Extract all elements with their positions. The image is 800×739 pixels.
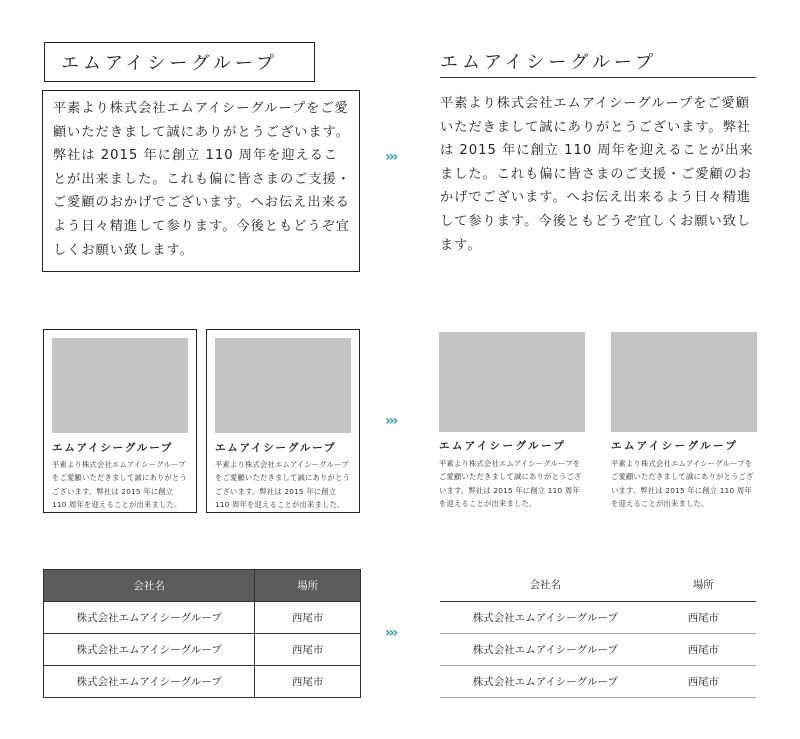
- cell-location: 西尾市: [255, 634, 361, 666]
- card-title: エムアイシーグループ: [439, 440, 567, 452]
- column-header-location: 場所: [651, 569, 756, 601]
- column-header-company: 会社名: [440, 569, 651, 601]
- cell-company: 株式会社エムアイシーグループ: [440, 665, 651, 697]
- column-header-company: 会社名: [44, 570, 255, 602]
- cell-company: 株式会社エムアイシーグループ: [440, 633, 651, 665]
- cell-company: 株式会社エムアイシーグループ: [440, 601, 651, 633]
- boxed-title: エムアイシーグループ: [44, 42, 315, 82]
- plain-title: エムアイシーグループ: [440, 46, 756, 78]
- card-text: 平素より株式会社エムアイシーグループをご愛顧いただきまして誠にありがとうございます。弊社は 2015 年に創立 110 周年を迎えることが出来ました。: [611, 459, 754, 509]
- plain-text-block: 平素より株式会社エムアイシーグループをご愛顧いただきまして誠にありがとうございます。弊社は 2015 年に創立 110 周年を迎えることが出来ました。これも偏に皆さまのご支援・ご愛顧のおかげでございます。へお伝え出来るよう日々精進して参ります。今後ともどうぞ宜しくお願い致します。: [440, 96, 754, 253]
- column-header-location: 場所: [255, 570, 361, 602]
- image-placeholder: [215, 338, 351, 433]
- arrow-icon: ›››: [385, 413, 397, 429]
- cell-location: 西尾市: [651, 601, 756, 633]
- boxed-card-2: [206, 329, 360, 513]
- card-title: エムアイシーグループ: [215, 442, 337, 454]
- card-title: エムアイシーグループ: [52, 442, 174, 454]
- card-title: エムアイシーグループ: [611, 440, 739, 452]
- table-row: [44, 634, 361, 666]
- image-placeholder: [52, 338, 188, 433]
- arrow-icon: ›››: [385, 625, 397, 641]
- cell-location: 西尾市: [651, 665, 756, 697]
- table-row: [440, 633, 756, 665]
- table-row: [440, 665, 756, 697]
- boxed-text-block: 平素より株式会社エムアイシーグループをご愛顧いただきまして誠にありがとうございます。弊社は 2015 年に創立 110 周年を迎えることが出来ました。これも偏に皆さまのご支援・ご愛顧のおかげでございます。へお伝え出来るよう日々精進して参ります。今後ともどうぞ宜しくお願い致します。: [42, 90, 360, 272]
- table-row: [440, 601, 756, 633]
- table-row: [44, 602, 361, 634]
- cell-company: 株式会社エムアイシーグループ: [44, 634, 255, 666]
- plain-table: [440, 569, 756, 698]
- cell-location: 西尾市: [255, 602, 361, 634]
- boxed-table: [43, 569, 361, 698]
- image-placeholder: [439, 332, 585, 432]
- cell-company: 株式会社エムアイシーグループ: [44, 602, 255, 634]
- plain-card-2: [611, 332, 757, 511]
- card-text: 平素より株式会社エムアイシーグループをご愛顧いただきまして誠にありがとうございます。弊社は 2015 年に創立 110 周年を迎えることが出来ました。: [215, 460, 350, 510]
- plain-card-1: [439, 332, 585, 511]
- image-placeholder: [611, 332, 757, 432]
- cell-location: 西尾市: [651, 633, 756, 665]
- cell-company: 株式会社エムアイシーグループ: [44, 666, 255, 698]
- card-text: 平素より株式会社エムアイシーグループをご愛顧いただきまして誠にありがとうございます。弊社は 2015 年に創立 110 周年を迎えることが出来ました。: [439, 459, 582, 509]
- card-text: 平素より株式会社エムアイシーグループをご愛顧いただきまして誠にありがとうございます。弊社は 2015 年に創立 110 周年を迎えることが出来ました。: [52, 460, 187, 510]
- arrow-icon: ›››: [385, 149, 397, 165]
- boxed-card-1: [43, 329, 197, 513]
- table-row: [44, 666, 361, 698]
- cell-location: 西尾市: [255, 666, 361, 698]
